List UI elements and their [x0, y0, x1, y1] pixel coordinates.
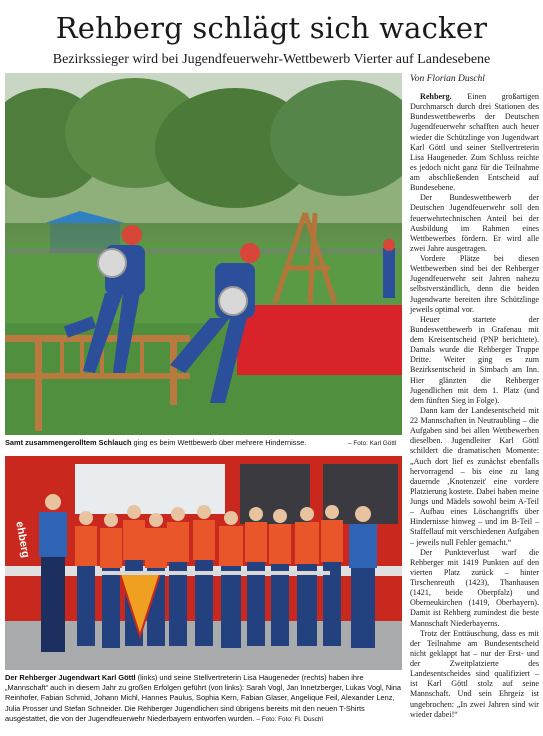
article-body [410, 92, 539, 720]
article-paragraph: Dann kam der Landesentscheid mit 22 Mannschaften in Neutraubling – die Aufgaben sind bei allen Wettbewerben dieselben. Jugendleiter Karl Göttl schildert die dramatischen Momente: „Auch dort lief es zunächst ebenfalls hervorragend – bis eine zu lang dauernde ‚Knotenzeit' eine vordere Platzierung kostete. Dabei haben meine Jungs und Mädels sowohl beim A-Teil – Aufbau eines Löschangriffs über Hindernisse hinweg – und im B-Teil – Staffellauf mit verschiedenen Aufgaben – jeweils null Fehler gemacht.“ [410, 405, 539, 547]
headline: Rehberg schlägt sich wacker [55, 11, 488, 45]
caption-2-bold: Der Rehberger Jugendwart Karl Göttl [5, 673, 136, 682]
article-paragraph: Der Punkteverlust warf die Rehberger mit 1419 Punkten auf den vierten Platz zurück – hinter Tirschenreuth (1423), Thanhausen (1421, beide Oberpfalz) und Oberneukirchen (1419, Oberbayern). Damit ist Rehberg zumindest die beste Mannschaft Niederbayerns. [410, 547, 539, 628]
caption-photo-1 [5, 438, 335, 448]
article-paragraph [410, 92, 539, 193]
caption-2-text: (links) und seine Stellvertreterin Lisa Haugeneder (rechts) haben ihre „Mannschaft“ auch in diesem Jahr zu großen Erfolgen geführt (von links): Sarah Vogl, Jan Innetzberger, Lukas Vogl, Nina Reinhofer, Fabian Schmid, Johann Michl, Hannes Paulus, Sophia Kern, Fabian Glaser, Angelique Feil, Alexander Lenz, Julia Prosser und Stefan Schneider. Die Rehberger Jugendlichen sind übrigens bereits mit den neuen T-Shirts ausgestattet, die von der Jugendfeuerwehr Niederbayern entworfen wurden. [5, 673, 402, 723]
article-paragraph: Heuer startete der Bundeswettbewerb in Grafenau mit dem Kreisentscheid (PNP berichtete). Damals wurde die Rehberger Truppe Dritte. Weiter ging es zum Bezirksentscheid in Simbach am Inn. Hier glänzten die Rehberger Jugendlichen mit dem 1. Platz (und dem fünften Sieg in Folge). [410, 314, 539, 405]
caption-photo-2 [5, 673, 402, 725]
subheadline: Bezirkssieger wird bei Jugendfeuerwehr-Wettbewerb Vierter auf Landesebene [52, 52, 491, 67]
credit-photo-2: – Foto: Foto: Fl. Duschl [256, 715, 323, 723]
article-lead-word: Rehberg. [420, 92, 452, 101]
article-paragraph-text: Einen großartigen Durchmarsch durch drei Stationen des Bundeswettbewerbs der Deutschen Jugendfeuerwehr schafften auch heuer wieder die Schützlinge von Jugendwart Karl Göttl und seiner Stellvertreterin Lisa Haugeneder. Zum Schluss reichte es jedoch nicht ganz für die Teilnahme am abschließenden Entscheid auf Bundesebene. [410, 92, 539, 193]
article-paragraph: Der Bundeswettbewerb der Deutschen Jugendfeuerwehr soll den feuerwehrtechnischen Anteil bei der Ausbildung im Rahmen eines Wettbewerbes fördern. Er wird alle zwei Jahre ausgetragen. [410, 193, 539, 253]
truck-lettering: ehberg [13, 520, 32, 559]
article-paragraph: Vordere Plätze bei diesen Wettbewerben sind bei der Rehberger Jugendfeuerwehr seit Jahren nahezu selbstverständlich, denn die beiden Jugendwarte bereiten ihre Schützlinge jeweils optimal vor. [410, 254, 539, 314]
article-paragraph: Trotz der Enttäuschung, dass es mit der Teilnahme am Bundesentscheid nicht geklappt hat – nur der Erst- und der Zweitplatzierte des Landesentscheides sind qualifiziert – ist Karl Göttl stolz auf seine Mannschaft. Und sein Ehrgeiz ist ungebrochen: „In zwei Jahren sind wir wieder dabei!“ [410, 628, 539, 719]
byline: Von Florian Duschl [410, 74, 485, 84]
credit-photo-1: – Foto: Karl Göttl [348, 440, 397, 447]
caption-1-bold: Samt zusammengerolltem Schlauch [5, 438, 132, 447]
competition-photo [5, 73, 402, 435]
caption-1-text: ging es beim Wettbewerb über mehrere Hindernisse. [131, 438, 307, 447]
team-photo [5, 456, 402, 670]
